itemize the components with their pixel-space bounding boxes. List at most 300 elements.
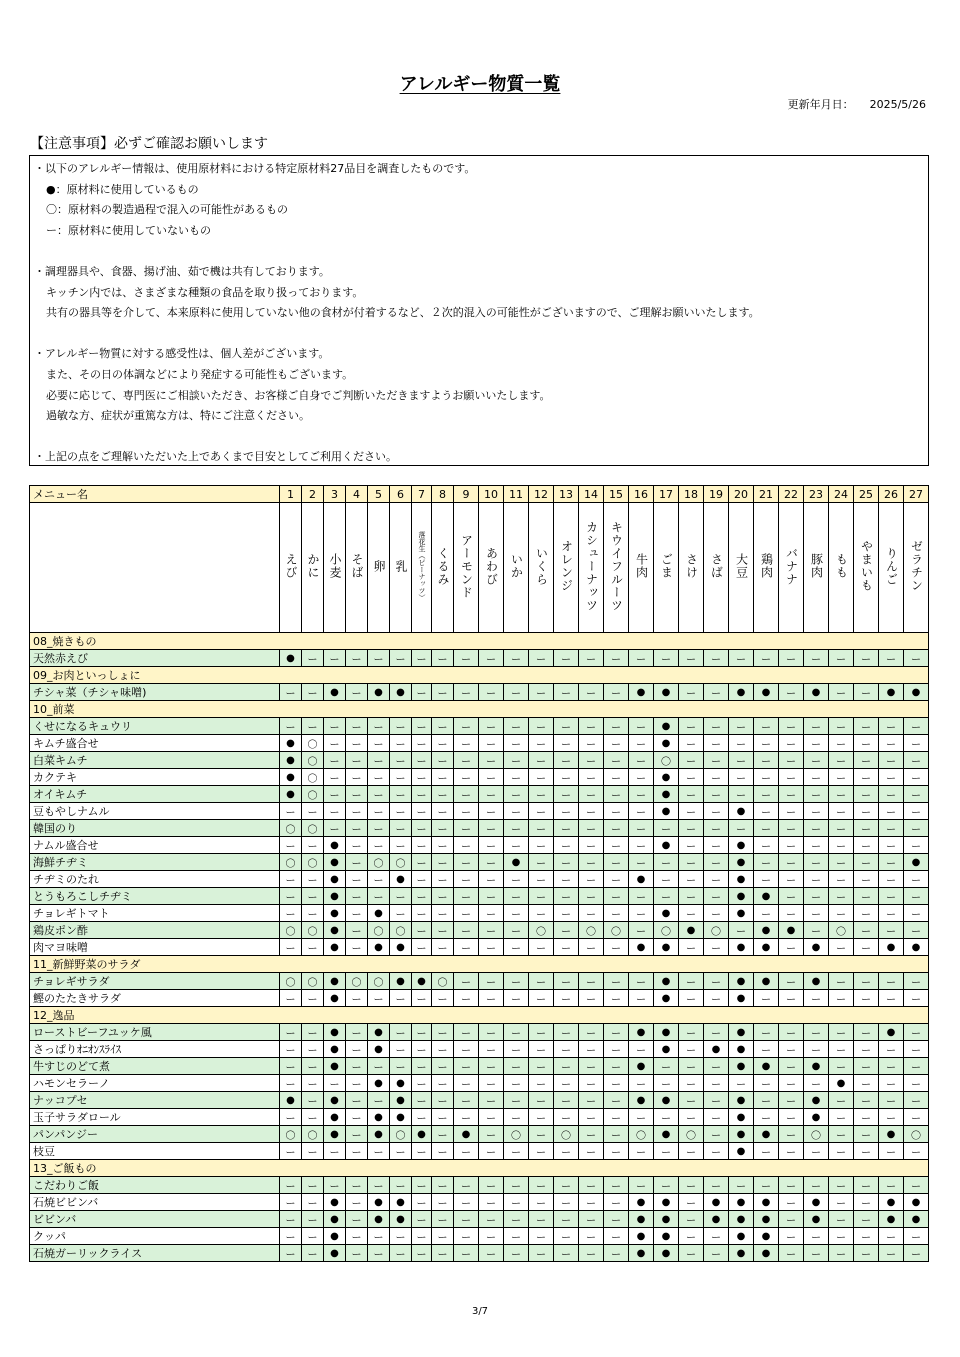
allergen-mark: ー [679, 905, 704, 922]
allergen-mark: ー [390, 650, 412, 667]
allergen-mark: ー [432, 854, 454, 871]
allergen-mark: ー [504, 837, 529, 854]
allergen-mark: ー [679, 1075, 704, 1092]
allergen-mark: ー [804, 1245, 829, 1262]
allergen-mark: ● [829, 1075, 854, 1092]
allergen-mark: ー [280, 871, 302, 888]
allergen-mark: ー [904, 905, 929, 922]
allergen-mark: ● [629, 1211, 654, 1228]
allergen-mark: ● [324, 1126, 346, 1143]
allergen-mark: ー [804, 1143, 829, 1160]
allergen-name-label: ごま [659, 553, 674, 579]
allergen-mark: ー [779, 1194, 804, 1211]
allergen-mark: ー [432, 888, 454, 905]
menu-item-name: 石焼ビビンバ [30, 1194, 280, 1211]
allergen-mark: ● [804, 684, 829, 701]
allergen-mark: ー [346, 650, 368, 667]
allergen-mark: ー [704, 1177, 729, 1194]
allergen-mark: 〇 [302, 786, 324, 803]
page-number: 3/7 [471, 1306, 489, 1317]
allergen-mark: ー [454, 854, 479, 871]
allergen-mark: ー [529, 803, 554, 820]
allergen-mark: ー [504, 718, 529, 735]
allergen-name-label: いか [509, 553, 524, 579]
allergen-mark: ー [829, 1245, 854, 1262]
allergen-mark: ー [779, 1211, 804, 1228]
allergen-mark: ー [529, 684, 554, 701]
allergen-mark: ー [454, 1245, 479, 1262]
allergen-mark: ー [679, 1245, 704, 1262]
allergen-number: 3 [324, 486, 346, 503]
allergen-mark: ー [604, 854, 629, 871]
allergen-mark: ー [854, 1075, 879, 1092]
allergen-mark: ー [302, 1177, 324, 1194]
allergen-mark: ● [804, 973, 829, 990]
allergen-mark: ー [779, 837, 804, 854]
allergen-mark: ー [779, 973, 804, 990]
allergen-mark: ー [346, 871, 368, 888]
allergen-mark: ー [879, 1041, 904, 1058]
category-row [30, 1160, 929, 1177]
allergen-mark: ー [504, 769, 529, 786]
allergen-mark: ー [412, 939, 432, 956]
allergen-mark: ● [454, 1126, 479, 1143]
allergen-mark: ー [754, 718, 779, 735]
allergen-mark: ー [704, 650, 729, 667]
allergen-mark: ー [579, 854, 604, 871]
allergen-mark: ー [654, 888, 679, 905]
allergen-mark: ● [654, 1092, 679, 1109]
allergen-mark: ー [679, 786, 704, 803]
allergen-mark: 〇 [302, 922, 324, 939]
allergen-mark: ー [346, 1092, 368, 1109]
allergen-mark: ● [754, 1245, 779, 1262]
allergen-mark: ー [704, 684, 729, 701]
menu-row [30, 888, 929, 905]
allergen-mark: ー [704, 1126, 729, 1143]
allergen-mark: ー [754, 786, 779, 803]
allergen-mark: ー [654, 1177, 679, 1194]
menu-row [30, 939, 929, 956]
allergen-name-label: オレンジ [559, 540, 574, 592]
allergen-mark: 〇 [654, 922, 679, 939]
allergen-mark: ー [529, 854, 554, 871]
allergen-mark: ー [454, 888, 479, 905]
allergen-mark: ー [779, 1228, 804, 1245]
allergen-mark: ● [879, 1194, 904, 1211]
allergen-number: 17 [654, 486, 679, 503]
menu-item-name: チョレギサラダ [30, 973, 280, 990]
allergen-mark: ー [368, 990, 390, 1007]
allergen-number: 11 [504, 486, 529, 503]
allergen-mark: ー [804, 820, 829, 837]
allergen-mark: ー [324, 752, 346, 769]
allergen-mark: ー [629, 888, 654, 905]
allergen-mark: ー [579, 1126, 604, 1143]
allergen-mark: ー [604, 1109, 629, 1126]
allergen-mark: ー [579, 1245, 604, 1262]
allergen-number: 10 [479, 486, 504, 503]
allergen-mark: ー [579, 735, 604, 752]
allergen-mark: ー [529, 1245, 554, 1262]
allergen-mark: ー [629, 973, 654, 990]
allergen-mark: ー [879, 769, 904, 786]
allergy-table [29, 485, 929, 1262]
allergen-mark: ー [804, 1177, 829, 1194]
allergen-mark: ー [432, 1075, 454, 1092]
allergen-mark: ー [854, 752, 879, 769]
allergen-mark: ● [729, 1092, 754, 1109]
allergen-mark: ー [854, 922, 879, 939]
allergen-mark: ー [754, 905, 779, 922]
allergen-mark: ー [529, 786, 554, 803]
allergen-mark: ー [554, 1228, 579, 1245]
allergen-name [629, 503, 654, 633]
allergen-mark: ー [302, 939, 324, 956]
allergen-mark: ー [412, 1024, 432, 1041]
allergen-mark: ー [302, 1194, 324, 1211]
menu-item-name: パンパンジー [30, 1126, 280, 1143]
allergen-mark: ー [554, 1194, 579, 1211]
allergen-name [324, 503, 346, 633]
allergen-mark: ー [412, 718, 432, 735]
allergen-mark: 〇 [302, 769, 324, 786]
allergen-mark: ー [729, 820, 754, 837]
allergen-mark: ー [454, 1024, 479, 1041]
menu-item-name: 牛すじのどて煮 [30, 1058, 280, 1075]
allergen-name [804, 503, 829, 633]
allergen-mark: 〇 [280, 973, 302, 990]
allergen-mark: ー [529, 1211, 554, 1228]
allergen-mark: ー [829, 752, 854, 769]
allergen-mark: ● [324, 973, 346, 990]
allergen-mark: ー [604, 1041, 629, 1058]
allergen-mark: ー [579, 1109, 604, 1126]
allergen-mark: ー [432, 922, 454, 939]
allergen-mark: ー [529, 1126, 554, 1143]
allergen-mark: ー [904, 1245, 929, 1262]
allergen-mark: ー [529, 888, 554, 905]
allergen-mark: ー [679, 684, 704, 701]
allergen-mark: ー [346, 1211, 368, 1228]
allergen-mark: ー [779, 735, 804, 752]
allergen-mark: ー [479, 1245, 504, 1262]
allergen-mark: ー [554, 1092, 579, 1109]
allergen-mark: ー [479, 990, 504, 1007]
allergen-mark: ● [324, 1092, 346, 1109]
allergen-mark: ● [654, 786, 679, 803]
allergen-mark: ー [368, 888, 390, 905]
allergen-mark: ー [554, 650, 579, 667]
allergen-mark: ー [454, 1109, 479, 1126]
allergen-mark: ー [654, 1075, 679, 1092]
allergen-mark: ー [479, 871, 504, 888]
allergen-mark: ー [729, 650, 754, 667]
allergen-mark: ー [324, 820, 346, 837]
allergen-mark: ● [654, 803, 679, 820]
allergen-mark: ー [904, 650, 929, 667]
allergen-mark: ー [629, 718, 654, 735]
allergen-mark: ● [879, 1024, 904, 1041]
allergen-mark: ● [754, 973, 779, 990]
allergen-mark: ー [454, 718, 479, 735]
allergen-mark: ー [704, 1058, 729, 1075]
allergen-mark: ー [829, 1058, 854, 1075]
allergen-mark: ー [604, 1024, 629, 1041]
allergen-mark: ー [629, 1075, 654, 1092]
allergen-mark: ー [479, 1177, 504, 1194]
allergen-number: 4 [346, 486, 368, 503]
allergen-name-label: 乳 [394, 559, 408, 573]
allergen-mark: ー [829, 735, 854, 752]
allergen-mark: ● [729, 1041, 754, 1058]
allergen-number: 18 [679, 486, 704, 503]
allergen-number: 2 [302, 486, 324, 503]
allergen-mark: ー [579, 1075, 604, 1092]
allergen-mark: ー [479, 820, 504, 837]
allergen-mark: ー [368, 1143, 390, 1160]
allergen-mark: ー [529, 1109, 554, 1126]
allergen-mark: ● [368, 1109, 390, 1126]
allergen-mark: 〇 [804, 1126, 829, 1143]
allergen-mark: ー [504, 1041, 529, 1058]
allergen-mark: ● [368, 905, 390, 922]
allergen-mark: ● [390, 1194, 412, 1211]
category-label: 13_ご飯もの [30, 1160, 929, 1177]
allergen-mark: ー [854, 1177, 879, 1194]
allergen-mark: ● [729, 1126, 754, 1143]
allergen-mark: ● [629, 684, 654, 701]
menu-item-name: ローストビーフユッケ風 [30, 1024, 280, 1041]
allergen-mark: ー [454, 684, 479, 701]
allergen-name [729, 503, 754, 633]
allergen-mark: ● [879, 1211, 904, 1228]
allergen-mark: ー [432, 752, 454, 769]
allergen-mark: ー [280, 1143, 302, 1160]
menu-item-name: オイキムチ [30, 786, 280, 803]
allergen-name-label: 豚肉 [809, 553, 824, 579]
allergen-mark: ー [368, 837, 390, 854]
allergen-mark: ー [579, 888, 604, 905]
allergen-mark: ー [432, 735, 454, 752]
allergen-mark: ー [679, 1109, 704, 1126]
allergen-mark: ー [412, 1058, 432, 1075]
category-row [30, 956, 929, 973]
allergen-mark: ー [779, 871, 804, 888]
allergen-mark: ー [779, 1075, 804, 1092]
allergen-mark: ー [390, 905, 412, 922]
allergen-number: 5 [368, 486, 390, 503]
allergen-mark: ● [904, 854, 929, 871]
allergen-mark: ー [554, 820, 579, 837]
allergen-mark: ー [302, 1041, 324, 1058]
allergen-mark: ー [754, 871, 779, 888]
allergen-mark: ー [679, 1041, 704, 1058]
allergen-mark: ー [390, 718, 412, 735]
allergen-mark: ー [754, 1024, 779, 1041]
allergen-mark: ー [879, 1143, 904, 1160]
allergen-mark: ー [529, 1194, 554, 1211]
allergen-mark: ● [879, 939, 904, 956]
allergen-mark: ー [454, 1092, 479, 1109]
allergen-mark: ー [579, 769, 604, 786]
menu-row [30, 650, 929, 667]
allergen-mark: ー [454, 1041, 479, 1058]
allergen-mark: ー [324, 1177, 346, 1194]
allergen-mark: ー [854, 871, 879, 888]
menu-item-name: チシャ菜（チシャ味噌) [30, 684, 280, 701]
allergen-mark: ー [904, 1024, 929, 1041]
allergen-mark: ● [804, 1211, 829, 1228]
allergen-mark: ー [432, 905, 454, 922]
allergen-mark: ー [479, 1211, 504, 1228]
menu-item-name: ナッコプセ [30, 1092, 280, 1109]
allergen-mark: ー [879, 973, 904, 990]
allergen-mark: ● [654, 990, 679, 1007]
allergen-mark: ー [346, 786, 368, 803]
allergen-name-label: かに [306, 553, 320, 579]
allergen-mark: ー [804, 803, 829, 820]
menu-item-name: チョレギトマト [30, 905, 280, 922]
allergen-mark: ー [579, 973, 604, 990]
allergen-mark: ー [904, 922, 929, 939]
allergen-mark: ー [454, 735, 479, 752]
allergen-mark: ー [579, 752, 604, 769]
allergen-mark: ー [629, 1177, 654, 1194]
allergen-mark: ● [904, 939, 929, 956]
allergen-name-label: 大豆 [734, 553, 749, 579]
allergen-mark: ● [904, 684, 929, 701]
notice-line: ー：原材料に使用していないもの [46, 223, 211, 237]
allergen-mark: ー [504, 803, 529, 820]
notice-line: ・以下のアレルギー情報は、使用原材料における特定原材料27品目を調査したものです。 [34, 162, 476, 175]
allergen-mark: ● [654, 769, 679, 786]
allergen-mark: ー [529, 1177, 554, 1194]
allergen-mark: ● [754, 1211, 779, 1228]
allergen-mark: ー [629, 650, 654, 667]
allergen-mark: ー [412, 735, 432, 752]
allergen-name-label: キウイフルーツ [609, 520, 624, 612]
allergen-mark: ー [904, 803, 929, 820]
allergen-mark: ー [854, 718, 879, 735]
allergen-mark: ● [704, 1211, 729, 1228]
allergen-number: 8 [432, 486, 454, 503]
menu-row [30, 973, 929, 990]
allergen-mark: ー [804, 888, 829, 905]
menu-row [30, 752, 929, 769]
allergen-mark: ー [904, 1041, 929, 1058]
allergen-name [679, 503, 704, 633]
menu-row [30, 803, 929, 820]
allergen-mark: ー [529, 990, 554, 1007]
allergen-mark: ー [280, 1194, 302, 1211]
allergen-mark: ● [729, 803, 754, 820]
allergen-mark: ー [779, 1024, 804, 1041]
allergen-mark: ー [346, 1126, 368, 1143]
allergen-mark: ー [779, 905, 804, 922]
allergen-mark: ー [854, 1126, 879, 1143]
allergen-mark: ー [324, 786, 346, 803]
allergen-mark: ー [529, 1058, 554, 1075]
allergen-mark: ー [529, 905, 554, 922]
allergen-mark: ● [368, 1041, 390, 1058]
allergen-mark: ー [346, 1075, 368, 1092]
allergen-number: 14 [579, 486, 604, 503]
allergen-mark: ー [554, 939, 579, 956]
allergen-mark: ● [390, 684, 412, 701]
allergen-mark: ー [704, 888, 729, 905]
allergen-mark: ー [904, 871, 929, 888]
allergen-mark: ● [629, 1024, 654, 1041]
allergen-mark: ー [554, 1058, 579, 1075]
allergen-name [854, 503, 879, 633]
allergen-mark: ー [302, 1143, 324, 1160]
allergen-mark: ● [879, 1126, 904, 1143]
allergen-mark: ● [412, 1126, 432, 1143]
allergen-mark: ー [854, 735, 879, 752]
allergen-mark: ー [280, 1024, 302, 1041]
allergen-mark: ー [302, 905, 324, 922]
allergen-mark: ー [504, 786, 529, 803]
allergen-mark: ー [346, 1194, 368, 1211]
notice-line [34, 427, 928, 448]
allergen-mark: ー [729, 735, 754, 752]
allergen-mark: ー [529, 1024, 554, 1041]
allergen-mark: ー [629, 854, 654, 871]
allergen-mark: ー [779, 854, 804, 871]
allergen-mark: ー [679, 718, 704, 735]
allergen-mark: ー [368, 1228, 390, 1245]
allergen-mark: ー [302, 718, 324, 735]
allergen-mark: ー [432, 837, 454, 854]
allergen-mark: 〇 [302, 735, 324, 752]
allergen-mark: ー [904, 1228, 929, 1245]
category-row [30, 1007, 929, 1024]
allergen-mark: 〇 [704, 922, 729, 939]
allergen-number: 26 [879, 486, 904, 503]
allergen-mark: ー [679, 888, 704, 905]
allergen-mark: ● [729, 1109, 754, 1126]
menu-row [30, 684, 929, 701]
allergen-mark: ー [432, 650, 454, 667]
menu-item-name: 天然赤えび [30, 650, 280, 667]
allergen-mark: ー [829, 769, 854, 786]
allergen-mark: ー [412, 752, 432, 769]
allergen-mark: ー [412, 1228, 432, 1245]
allergen-mark: ー [454, 905, 479, 922]
allergen-mark: ー [432, 1092, 454, 1109]
allergen-mark: ー [280, 1228, 302, 1245]
allergen-mark: ー [904, 1075, 929, 1092]
menu-row [30, 871, 929, 888]
allergen-mark: ー [604, 1177, 629, 1194]
allergen-mark: ー [704, 1092, 729, 1109]
allergen-mark: ● [324, 871, 346, 888]
allergen-mark: ー [412, 684, 432, 701]
allergen-mark: ー [346, 1109, 368, 1126]
allergen-mark: ー [704, 803, 729, 820]
allergen-mark: ● [879, 684, 904, 701]
allergen-mark: ー [854, 1109, 879, 1126]
allergen-mark: ー [604, 905, 629, 922]
allergen-mark: ー [479, 1092, 504, 1109]
allergen-mark: ー [479, 786, 504, 803]
allergen-mark: ー [879, 752, 904, 769]
allergen-mark: ● [804, 1092, 829, 1109]
allergen-mark: ー [554, 786, 579, 803]
allergen-mark: ● [324, 990, 346, 1007]
allergen-mark: ー [504, 684, 529, 701]
